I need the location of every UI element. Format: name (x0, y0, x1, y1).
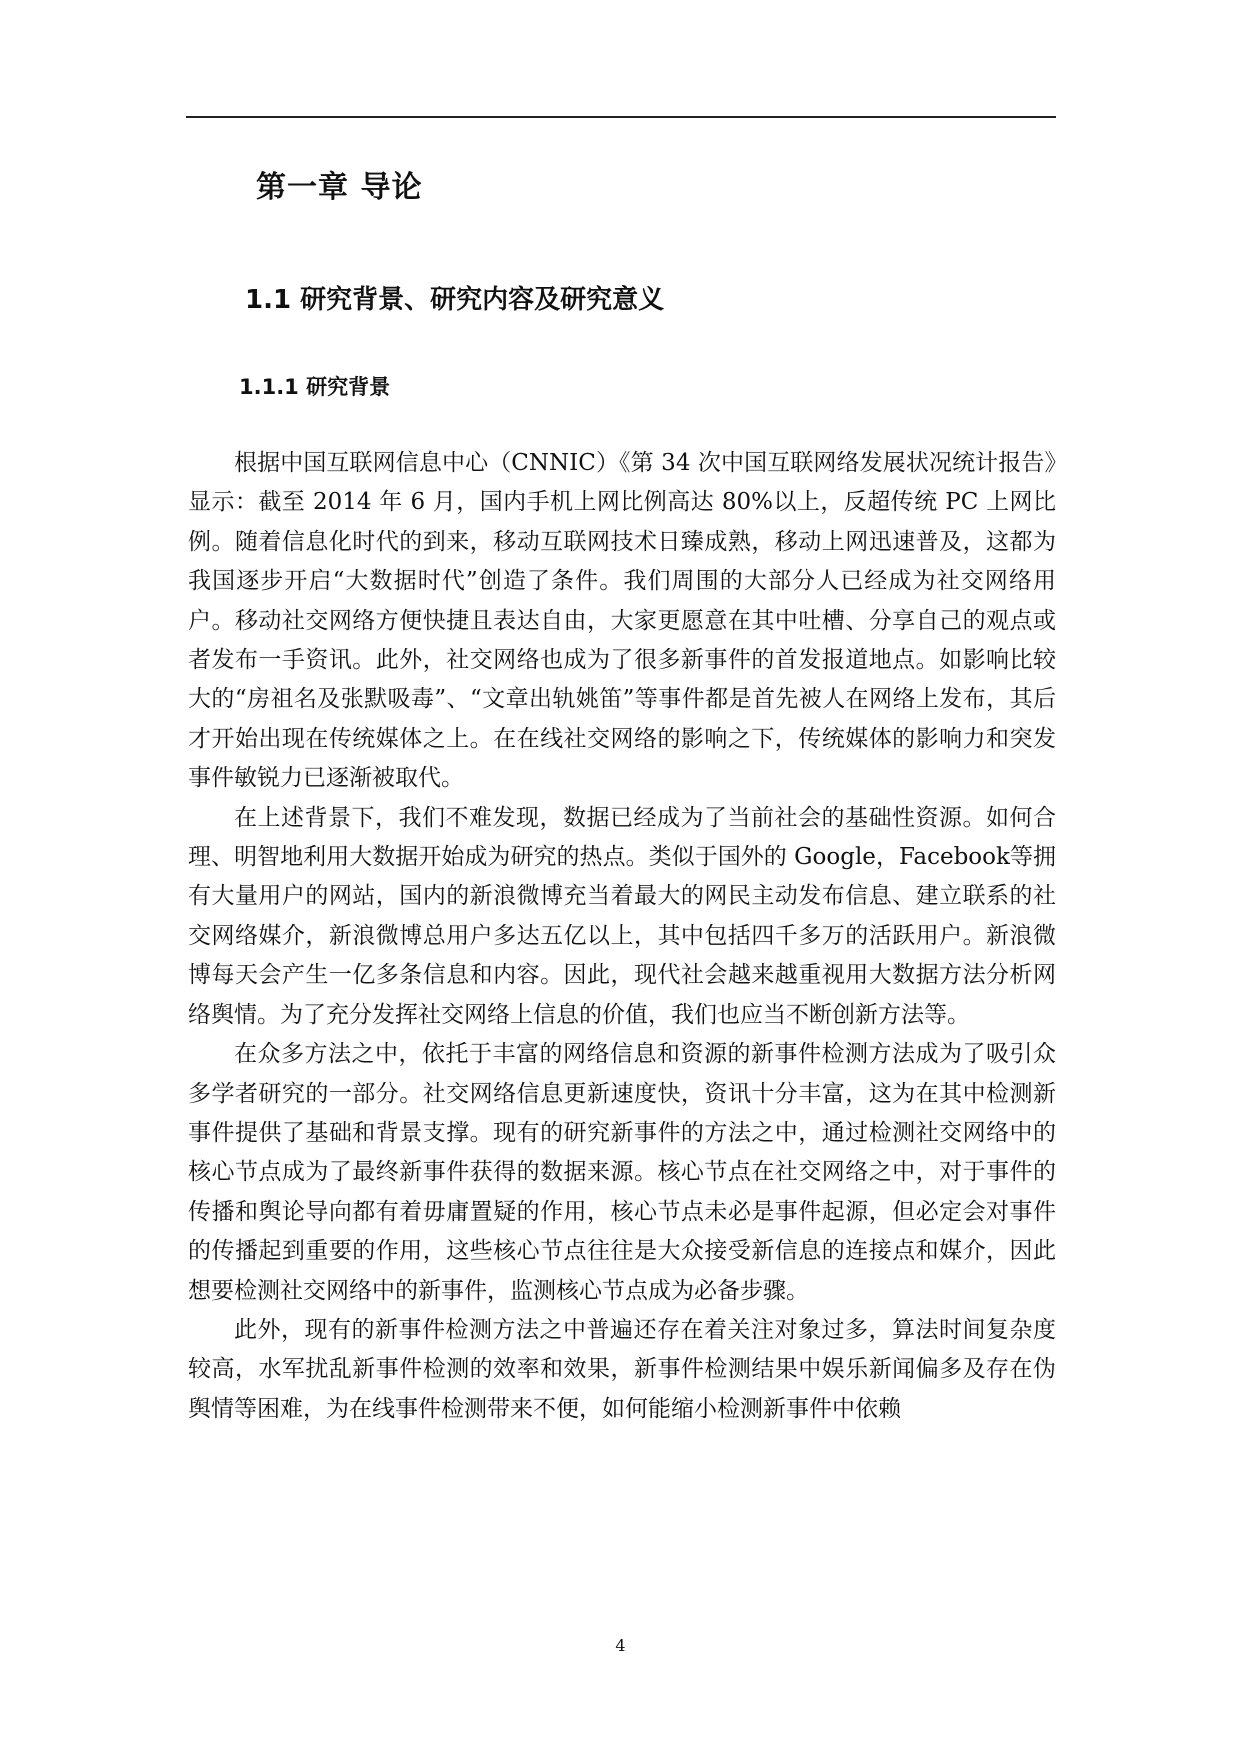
body-text (188, 444, 1056, 1429)
paragraph-event-detection: 在众多方法之中，依托于丰富的网络信息和资源的新事件检测方法成为了吸引众多学者研究的一部分。社交网络信息更新速度快，资讯十分丰富，这为在其中检测新事件提供了基础和背景支撑。现有的研究新事件的方法之中，通过检测社交网络中的核心节点成为了最终新事件获得的数据来源。核心节点在社交网络之中，对于事件的传播和舆论导向都有着毋庸置疑的作用，核心节点未必是事件起源，但必定会对事件的传播起到重要的作用，这些核心节点往往是大众接受新信息的连接点和媒介，因此想要检测社交网络中的新事件，监测核心节点成为必备步骤。 (188, 1041, 1056, 1304)
paragraph-big-data: 在上述背景下，我们不难发现，数据已经成为了当前社会的基础性资源。如何合理、明智地利用大数据开始成为研究的热点。类似于国外的 Google，Facebook等拥有大量用户的网站，国内的新浪微博充当着最大的网民主动发布信息、建立联系的社交网络媒介，新浪微博总用户多达五亿以上，其中包括四千多万的活跃用户。新浪微博每天会产生一亿多条信息和内容。因此，现代社会越来越重视用大数据方法分析网络舆情。为了充分发挥社交网络上信息的价值，我们也应当不断创新方法等。 (188, 804, 1056, 1028)
section-title: 1.1 研究背景、研究内容及研究意义 (245, 285, 665, 315)
page-number: 4 (615, 1636, 626, 1655)
paragraph-difficulties: 此外，现有的新事件检测方法之中普遍还存在着关注对象过多，算法时间复杂度较高，水军扰乱新事件检测的效率和效果，新事件检测结果中娱乐新闻偏多及存在伪舆情等困难，为在线事件检测带来不便，如何能缩小检测新事件中依赖 (188, 1316, 1056, 1422)
chapter-title: 第一章 导论 (256, 170, 423, 205)
subsection-title: 1.1.1 研究背景 (239, 375, 391, 399)
header-rule (186, 116, 1056, 118)
paragraph-background: 根据中国互联网信息中心（CNNIC）《第 34 次中国互联网络发展状况统计报告》显示：截至 2014 年 6 月，国内手机上网比例高达 80%以上，反超传统 PC 上网比例。随着信息化时代的到来，移动互联网技术日臻成熟，移动上网迅速普及，这都为我国逐步开启“大数据时代”创造了条件。我们周围的大部分人已经成为社交网络用户。移动社交网络方便快捷且表达自由，大家更愿意在其中吐槽、分享自己的观点或者发布一手资讯。此外，社交网络也成为了很多新事件的首发报道地点。如影响比较大的“房祖名及张默吸毒”、“文章出轨姚笛”等事件都是首先被人在网络上发布，其后才开始出现在传统媒体之上。在在线社交网络的影响之下，传统媒体的影响力和突发事件敏锐力已逐渐被取代。 (188, 450, 1056, 792)
